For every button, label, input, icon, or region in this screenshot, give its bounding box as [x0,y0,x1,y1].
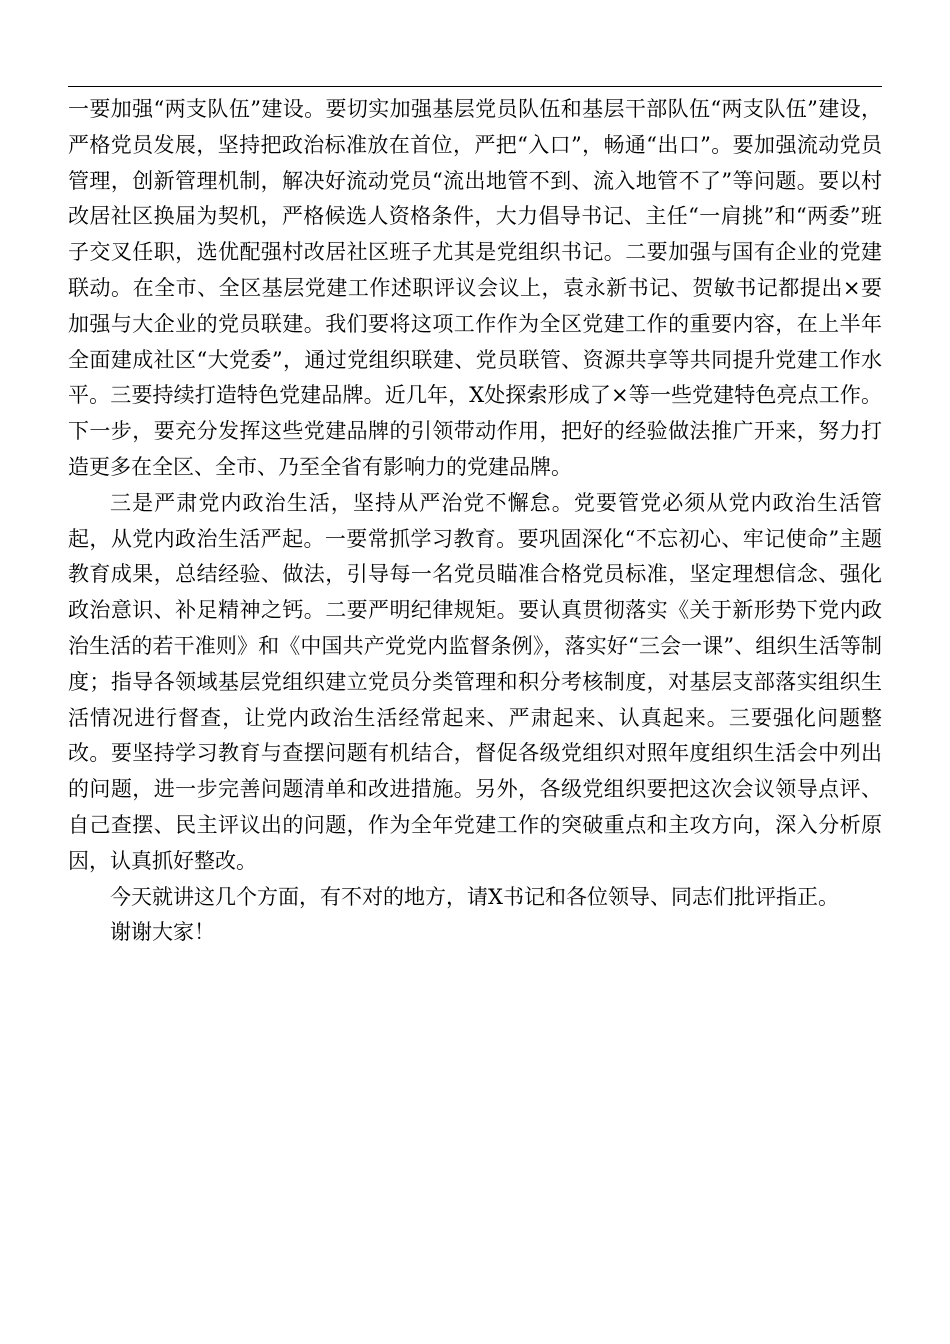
paragraph-political-life: 三是严肃党内政治生活，坚持从严治党不懈怠。党要管党必须从党内政治生活管起，从党内政治生活严起。一要常抓学习教育。要巩固深化“不忘初心、牢记使命”主题教育成果，总结经验、做法，引导每一名党员瞄准合格党员标准，坚定理想信念、强化政治意识、补足精神之钙。二要严明纪律规矩。要认真贯彻落实《关于新形势下党内政治生活的若干准则》和《中国共产党党内监督条例》，落实好“三会一课”、组织生活等制度；指导各领域基层党组织建立党员分类管理和积分考核制度，对基层支部落实组织生活情况进行督查，让党内政治生活经常起来、严肃起来、认真起来。三要强化问题整改。要坚持学习教育与查摆问题有机结合，督促各级党组织对照年度组织生活会中列出的问题，进一步完善问题清单和改进措施。另外，各级党组织要把这次会议领导点评、自己查摆、民主评议出的问题，作为全年党建工作的突破重点和主攻方向，深入分析原因，认真抓好整改。 [68,490,882,873]
header-rule [68,86,882,87]
document-body [68,92,882,951]
paragraph-thanks: 谢谢大家！ [110,920,215,945]
paragraph-closing-remarks: 今天就讲这几个方面，有不对的地方，请X书记和各位领导、同志们批评指正。 [110,884,839,909]
paragraph-party-building-teams: 一要加强“两支队伍”建设。要切实加强基层党员队伍和基层干部队伍“两支队伍”建设，严格党员发展，坚持把政治标准放在首位，严把“入口”，畅通“出口”。要加强流动党员管理，创新管理机制，解决好流动党员“流出地管不到、流入地管不了”等问题。要以村改居社区换届为契机，严格候选人资格条件，大力倡导书记、主任“一肩挑”和“两委”班子交叉任职，选优配强村改居社区班子尤其是党组织书记。二要加强与国有企业的党建联动。在全市、全区基层党建工作述职评议会议上，袁永新书记、贺敏书记都提出×要加强与大企业的党员联建。我们要将这项工作作为全区党建工作的重要内容，在上半年全面建成社区“大党委”，通过党组织联建、党员联管、资源共享等共同提升党建工作水平。三要持续打造特色党建品牌。近几年，X处探索形成了×等一些党建特色亮点工作。下一步，要充分发挥这些党建品牌的引领带动作用，把好的经验做法推广开来，努力打造更多在全区、全市、乃至全省有影响力的党建品牌。 [68,97,882,479]
